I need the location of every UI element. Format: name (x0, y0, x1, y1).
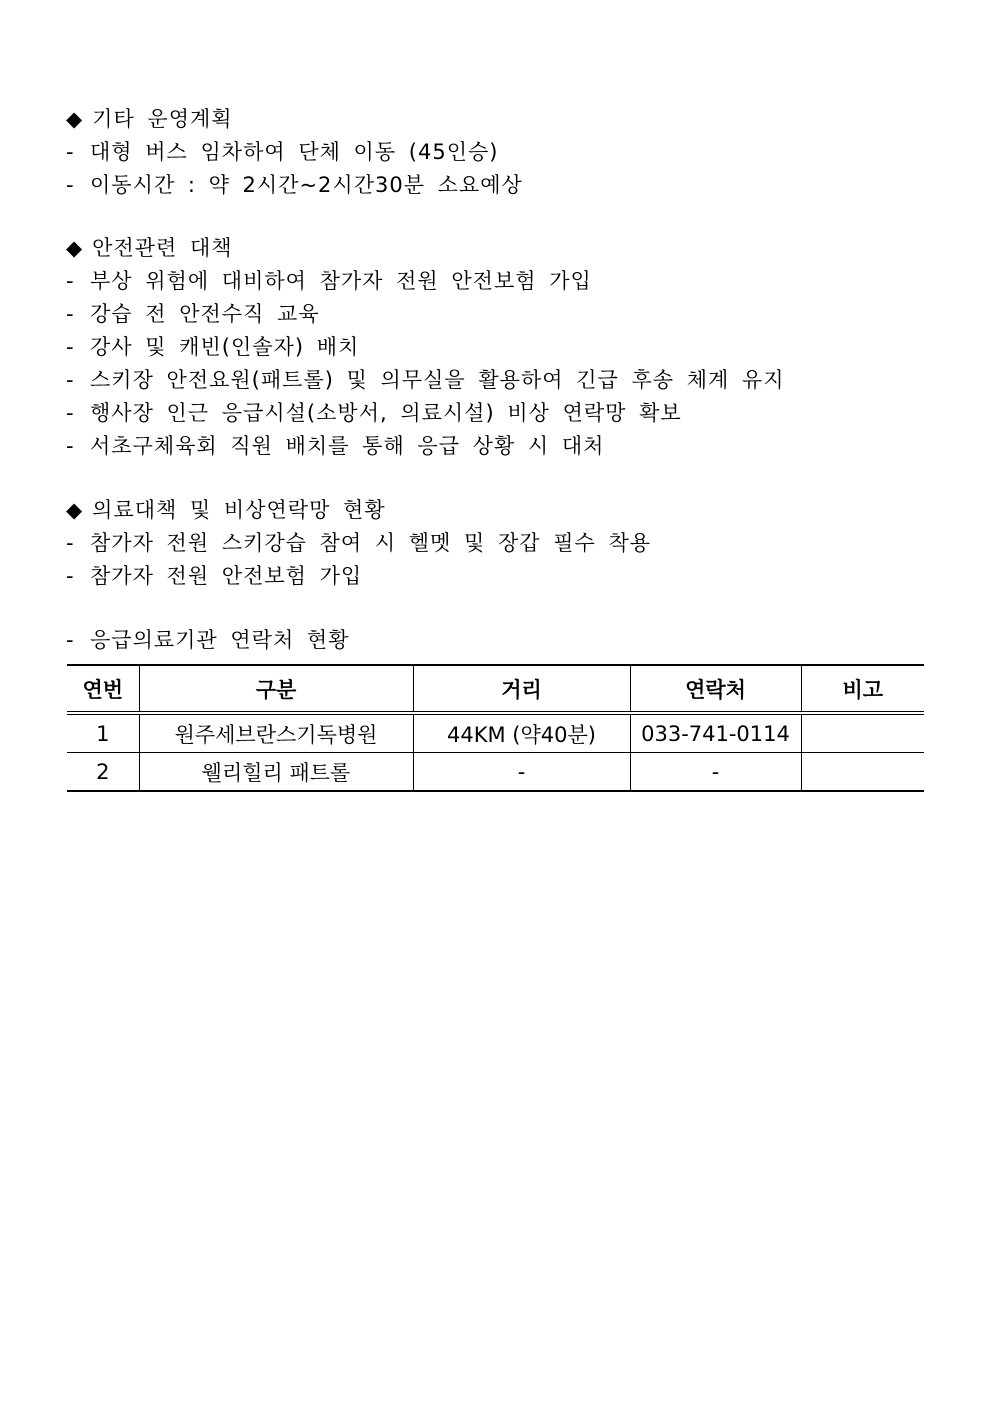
section-contact-title (66, 624, 926, 657)
header-number: 연번 (67, 665, 139, 713)
header-note: 비고 (801, 665, 924, 713)
emergency-contact-table (67, 664, 924, 792)
list-item: - 강사 및 캐빈(인솔자) 배치 (66, 335, 360, 359)
cell-distance: - (413, 753, 630, 792)
list-item: - 대형 버스 임차하여 단체 이동 (45인승) (66, 140, 499, 164)
list-item: - 강습 전 안전수직 교육 (66, 302, 320, 326)
list-item: - 스키장 안전요원(패트롤) 및 의무실을 활용하여 긴급 후송 체계 유지 (66, 368, 785, 392)
cell-contact: 033-741-0114 (630, 713, 801, 753)
list-item: - 참가자 전원 스키강습 참여 시 헬멧 및 장갑 필수 착용 (66, 531, 652, 555)
list-item: - 이동시간 : 약 2시간~2시간30분 소요예상 (66, 173, 523, 197)
cell-category: 원주세브란스기독병원 (139, 713, 413, 753)
header-category: 구분 (139, 665, 413, 713)
list-item: - 서초구체육회 직원 배치를 통해 응급 상황 시 대처 (66, 434, 605, 458)
diamond-bullet-icon: ◆ (66, 107, 83, 131)
table-header-row (67, 665, 924, 713)
header-distance: 거리 (413, 665, 630, 713)
list-item: - 행사장 인근 응급시설(소방서, 의료시설) 비상 연락망 확보 (66, 401, 682, 425)
section-medical-measures (66, 494, 926, 593)
list-item: - 부상 위험에 대비하여 참가자 전원 안전보험 가입 (66, 269, 592, 293)
cell-distance: 44KM (약40분) (413, 713, 630, 753)
cell-note (801, 713, 924, 753)
contact-title: - 응급의료기관 연락처 현황 (66, 628, 350, 652)
section-heading: ◆ 의료대책 및 비상연락망 현황 (66, 494, 926, 527)
section-operation-plan (66, 103, 926, 202)
header-contact: 연락처 (630, 665, 801, 713)
cell-number: 1 (67, 713, 139, 753)
cell-category: 웰리힐리 패트롤 (139, 753, 413, 792)
section-heading: ◆ 기타 운영계획 (66, 103, 926, 136)
cell-number: 2 (67, 753, 139, 792)
diamond-bullet-icon: ◆ (66, 236, 83, 260)
table-row (67, 753, 924, 792)
section-safety-measures (66, 232, 926, 463)
cell-note (801, 753, 924, 792)
section-heading: ◆ 안전관련 대책 (66, 232, 926, 265)
diamond-bullet-icon: ◆ (66, 498, 83, 522)
cell-contact: - (630, 753, 801, 792)
list-item: - 참가자 전원 안전보험 가입 (66, 564, 363, 588)
table-row (67, 713, 924, 753)
